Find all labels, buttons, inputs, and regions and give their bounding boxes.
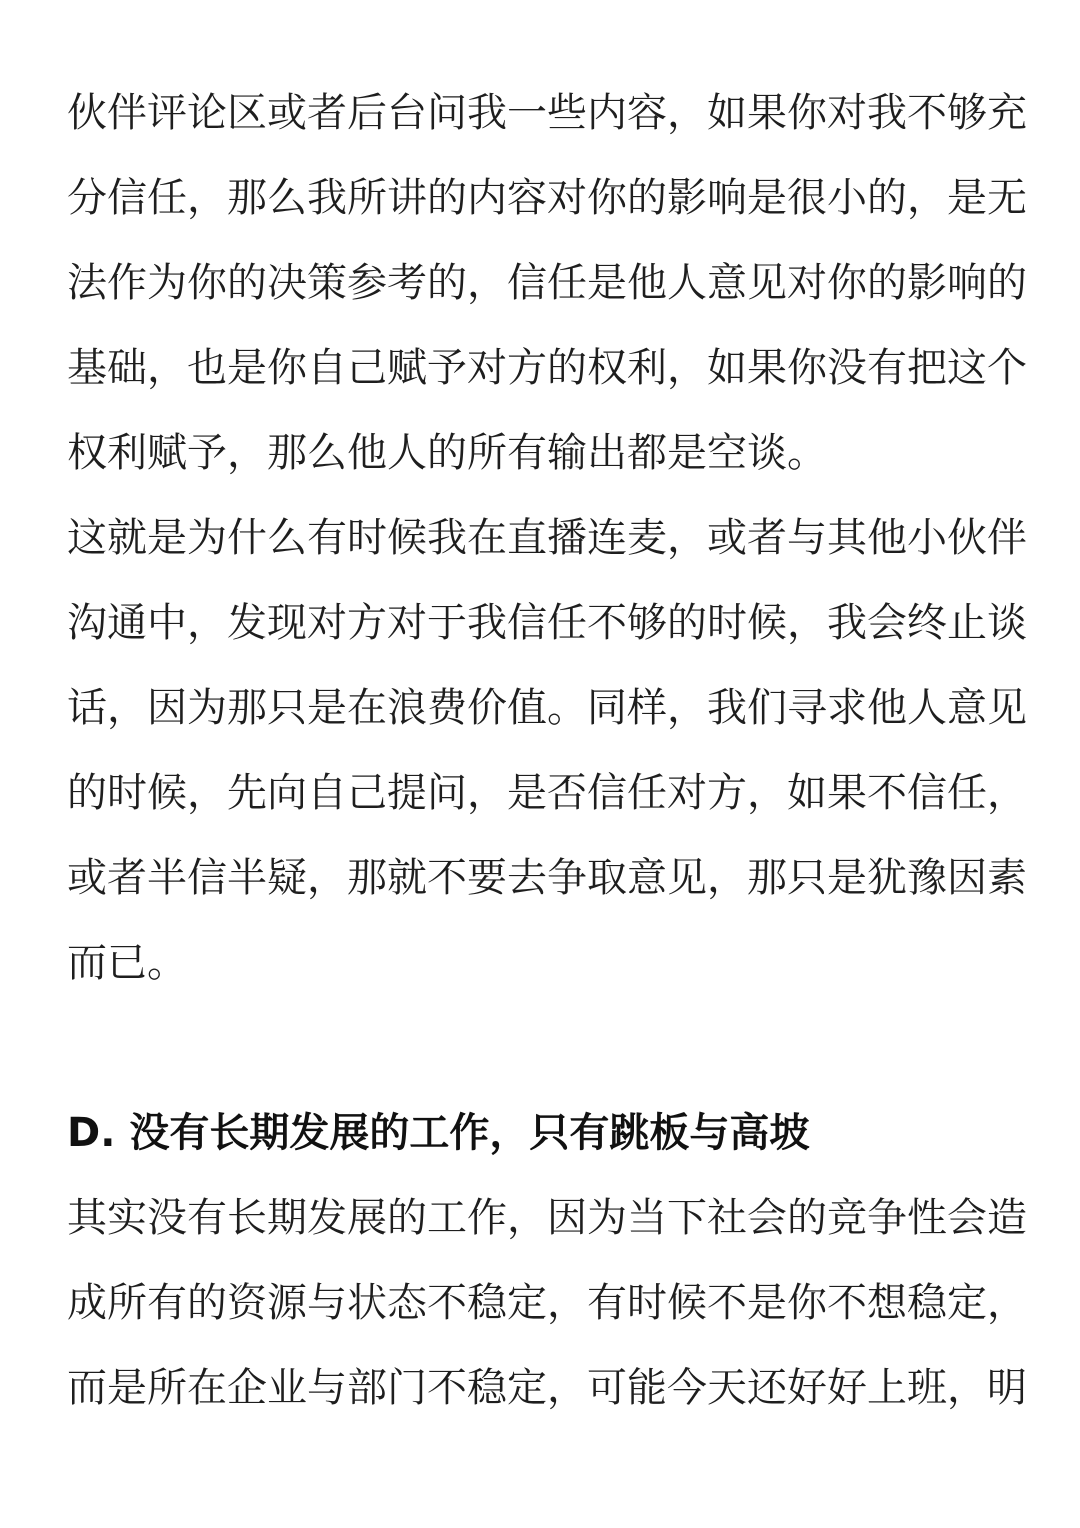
paragraph-1-line-3: 法作为你的决策参考的，信任是他人意见对你的影响的 xyxy=(67,260,1027,306)
paragraph-1-line-4: 基础，也是你自己赋予对方的权利，如果你没有把这个 xyxy=(67,345,1027,391)
paragraph-2-line-1: 这就是为什么有时候我在直播连麦，或者与其他小伙伴 xyxy=(67,515,1027,561)
section-paragraph-line-3: 而是所在企业与部门不稳定，可能今天还好好上班，明 xyxy=(67,1365,1027,1411)
paragraph-1-line-1: 伙伴评论区或者后台问我一些内容，如果你对我不够充 xyxy=(67,90,1027,136)
section-paragraph-line-1: 其实没有长期发展的工作，因为当下社会的竞争性会造 xyxy=(67,1195,1027,1241)
paragraph-2-line-3: 话，因为那只是在浪费价值。同样，我们寻求他人意见 xyxy=(67,685,1027,731)
section-heading: D. 没有长期发展的工作，只有跳板与高坡 xyxy=(67,1110,810,1156)
paragraph-2-line-6: 而已。 xyxy=(67,940,187,986)
paragraph-1-line-2: 分信任，那么我所讲的内容对你的影响是很小的，是无 xyxy=(67,175,1027,221)
paragraph-2-line-5: 或者半信半疑，那就不要去争取意见，那只是犹豫因素 xyxy=(67,855,1027,901)
paragraph-2-line-4: 的时候，先向自己提问，是否信任对方，如果不信任， xyxy=(67,770,1027,816)
paragraph-2-line-2: 沟通中，发现对方对于我信任不够的时候，我会终止谈 xyxy=(67,600,1027,646)
section-paragraph-line-2: 成所有的资源与状态不稳定，有时候不是你不想稳定， xyxy=(67,1280,1027,1326)
paragraph-1-line-5: 权利赋予，那么他人的所有输出都是空谈。 xyxy=(67,430,827,476)
